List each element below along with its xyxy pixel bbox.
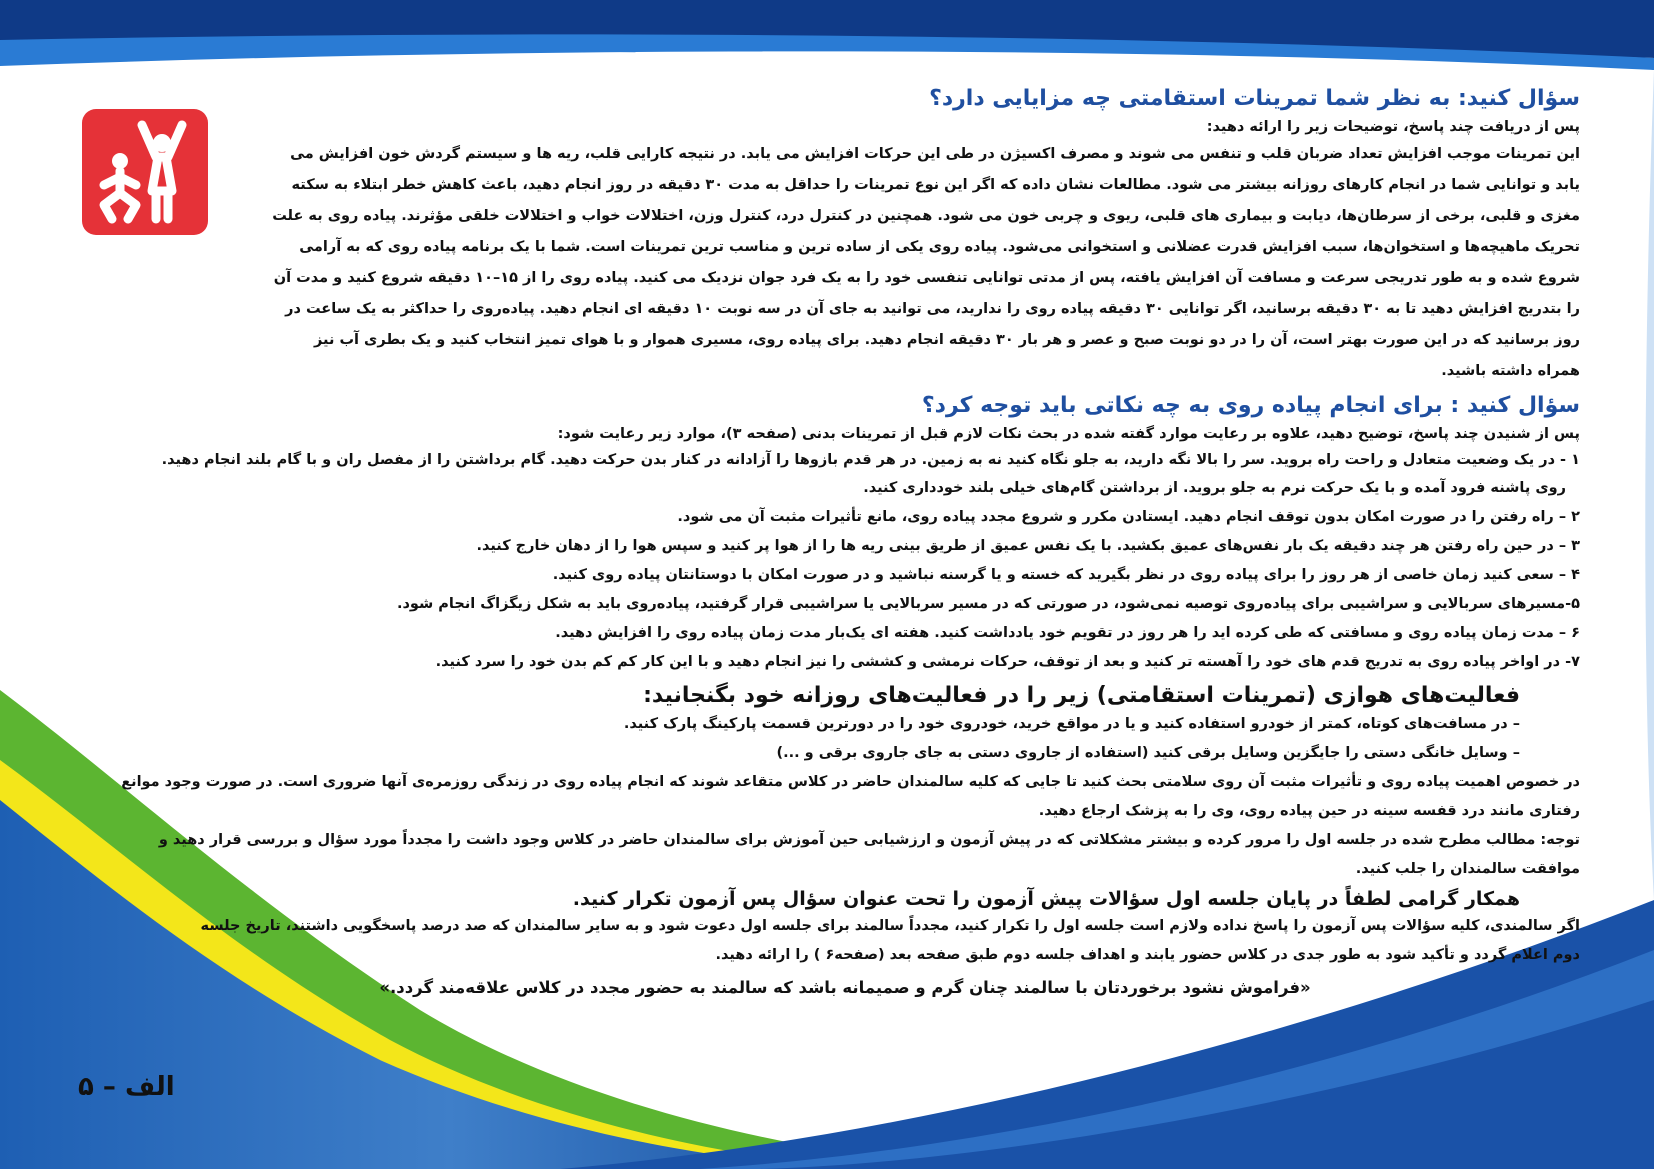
list-item: ۵-مسیرهای سربالایی و سراشیبی برای پیاده‌روی توصیه‌ نمی‌شود، در صورتی که در مسیر سربالایی یا سراشیبی قرار گرفتید، پیاده‌روی باید به شکل زیگزاگ انجام شود. bbox=[396, 596, 1580, 612]
activity-item: – وسایل خانگی دستی را جایگزین وسایل برقی کنید (استفاده از جاروی دستی به جای جاروی برقی و ...) bbox=[776, 745, 1520, 761]
walking-tips-list bbox=[150, 446, 1580, 677]
colleague-note: اگر سالمندی، کلیه سؤالات پس آزمون را پاسخ نداده ولازم است جلسه اول را تکرار کنید، مجدداً سالمند برای جلسه اول دعوت شود و به سایر سالمندان که صد درصد پاسخگویی داشتند، تاریخ جلسه دوم اعلام گردد و تأکید شود به طور جدی در کلاس حضور یابند و اهداف جلسه دوم طبق صفحه بعد (صفحه۶ ) را ارائه دهید. bbox=[200, 918, 1580, 963]
list-item: ۷- در اواخر پیاده روی به تدریج قدم های خود را آهسته تر کنید و بعد از توقف، حرکات نرمشی و کششی را نیز انجام دهید و با این کار کم کم بدن خود را سرد کنید. bbox=[435, 654, 1580, 670]
closing-quote: «فراموش نشود برخوردتان با سالمند چنان گرم و صمیمانه باشد که سالمند به حضور مجدد در کلاس علاقه‌مند گردد.» bbox=[379, 978, 1311, 997]
list-item: ۴ – سعی کنید زمان خاصی از هر روز را برای پیاده روی در نظر بگیرید که خسته و یا گرسنه نباشید و در صورت امکان با دوستانتان پیاده روی کنید. bbox=[552, 567, 1580, 583]
list-item: ۲ – راه رفتن را در صورت امکان بدون توقف انجام دهید. ایستادن مکرر و شروع مجدد پیاده روی، مانع تأثیرات مثبت آن می شود. bbox=[677, 509, 1580, 525]
section1-heading: سؤال کنید: به نظر شما تمرینات استقامتی چه مزایایی دارد؟ bbox=[929, 86, 1580, 111]
activity-item: – در مسافت‌های کوتاه، کمتر از خودرو استفاده کنید و یا در مواقع خرید، خودروی خود را در دورترین قسمت پارکینگ پارک کنید. bbox=[623, 716, 1520, 732]
page-number: الف – ۵ bbox=[78, 1072, 175, 1102]
attention-note: توجه: مطالب مطرح شده در جلسه اول را مرور کرده و بیشتر مشکلاتی که در پیش آزمون و ارزشیابی حین آموزش برای سالمندان حاضر در کلاس وجود داشت را مجدداً مورد سؤال و بررسی قرار دهید و موافقت سالمندان را جلب کنید. bbox=[158, 832, 1580, 877]
list-item: روی پاشنه فرود آمده و با یک حرکت نرم به جلو بروید. از برداشتن گام‌های خیلی بلند خودداری کنید. bbox=[863, 480, 1566, 496]
health-note: در خصوص اهمیت پیاده روی و تأثیرات مثبت آن روی سلامتی بحث کنید تا جایی که کلیه سالمندان حاضر در کلاس متقاعد شوند که انجام پیاده روی در زندگی روزمره‌ی آنها ضروری است. در صورت وجود موانع رفتاری مانند درد قفسه سینه در حین پیاده روی، وی را به پزشک ارجاع دهید. bbox=[121, 774, 1580, 819]
colleague-line: همکار گرامی لطفاً در پایان جلسه اول سؤالات پیش آزمون را تحت عنوان سؤال پس آزمون تکرار کنید. bbox=[572, 888, 1520, 910]
list-item: ۳ – در حین راه رفتن هر چند دقیقه یک بار نفس‌های عمیق بکشید. با یک نفس عمیق از طریق بینی ریه ها را از هوا پر کنید و سپس هوا را از دهان خارج کنید. bbox=[476, 538, 1580, 554]
list-item: ۶ – مدت زمان پیاده روی و مسافتی که طی کرده اید را هر روز در تقویم خود یادداشت کنید. هفته ای یک‌بار مدت زمان پیاده روی را افزایش دهید. bbox=[555, 625, 1580, 641]
family-exercise-icon bbox=[82, 109, 208, 235]
section1-intro: پس از دریافت چند پاسخ، توضیحات زیر را ارائه دهید: bbox=[1206, 119, 1580, 135]
list-item: ۱ - در یک وضعیت متعادل و راحت راه بروید. سر را بالا نگه دارید، به جلو نگاه کنید نه به زمین. در هر قدم بازوها را آزادانه در کنار بدن حرکت دهید. گام برداشتن را از مفصل ران و با گام بلند انجام دهید. bbox=[161, 452, 1580, 468]
section2-intro: پس از شنیدن چند پاسخ، توضیح دهید، علاوه بر رعایت موارد گفته شده در بحث نکات لازم قبل از تمرینات بدنی (صفحه ۳)، موارد زیر رعایت شود: bbox=[557, 426, 1580, 442]
section1-paragraph: این تمرینات موجب افزایش تعداد ضربان قلب و تنفس می شوند و مصرف اکسیژن در طی این حرکات افزایش می یابد. در نتیجه کارایی قلب، ریه ها و سیستم گردش خون افزایش می یابد و توانایی شما در انجام کارهای روزانه بیشتر می شود. مطالعات نشان داده که اگر این نوع تمرینات را حداقل به مدت ۳۰ دقیقه در روز انجام دهید، باعث کاهش خطر ابتلاء به سکته مغزی و قلبی، برخی از سرطان‌ها، دیابت و بیماری های قلبی، ریوی و چربی خون می شود. همچنین در کنترل درد، کنترل وزن، اختلالات خواب و اختلالات خلقی مؤثرند. پیاده روی به علت تحریک ماهیچه‌ها و استخوان‌ها، سبب افزایش قدرت عضلانی و استخوانی می‌شود. پیاده روی یکی از ساده ترین و مناسب ترین تمرینات است. شما با یک برنامه پیاده روی که به آرامی شروع شده و به طور تدریجی سرعت و مسافت آن افزایش یافته، پس از مدتی توانایی تنفسی خود را به یک فرد جوان نزدیک می کنید. پیاده روی را از ۱۵–۱۰ دقیقه شروع کنید و مدت آن را بتدریج افزایش دهید تا به ۳۰ دقیقه برسانید، اگر توانایی ۳۰ دقیقه پیاده روی را ندارید، می توانید به جای آن در سه نوبت ۱۰ دقیقه ای انجام دهید. پیاده‌روی را حداکثر به یک ساعت در روز برسانید که در این صورت بهتر است، آن را در دو نوبت صبح و عصر و هر بار ۳۰ دقیقه انجام دهید. برای پیاده روی، مسیری هموار و با هوای تمیز انتخاب کنید و یک بطری آب نیز همراه داشته باشید. bbox=[272, 146, 1580, 379]
section3-heading: فعالیت‌های هوازی (تمرینات استقامتی) زیر را در فعالیت‌های روزانه خود بگنجانید: bbox=[643, 683, 1520, 708]
section2-heading: سؤال کنید : برای انجام پیاده روی به چه نکاتی باید توجه کرد؟ bbox=[921, 393, 1580, 418]
